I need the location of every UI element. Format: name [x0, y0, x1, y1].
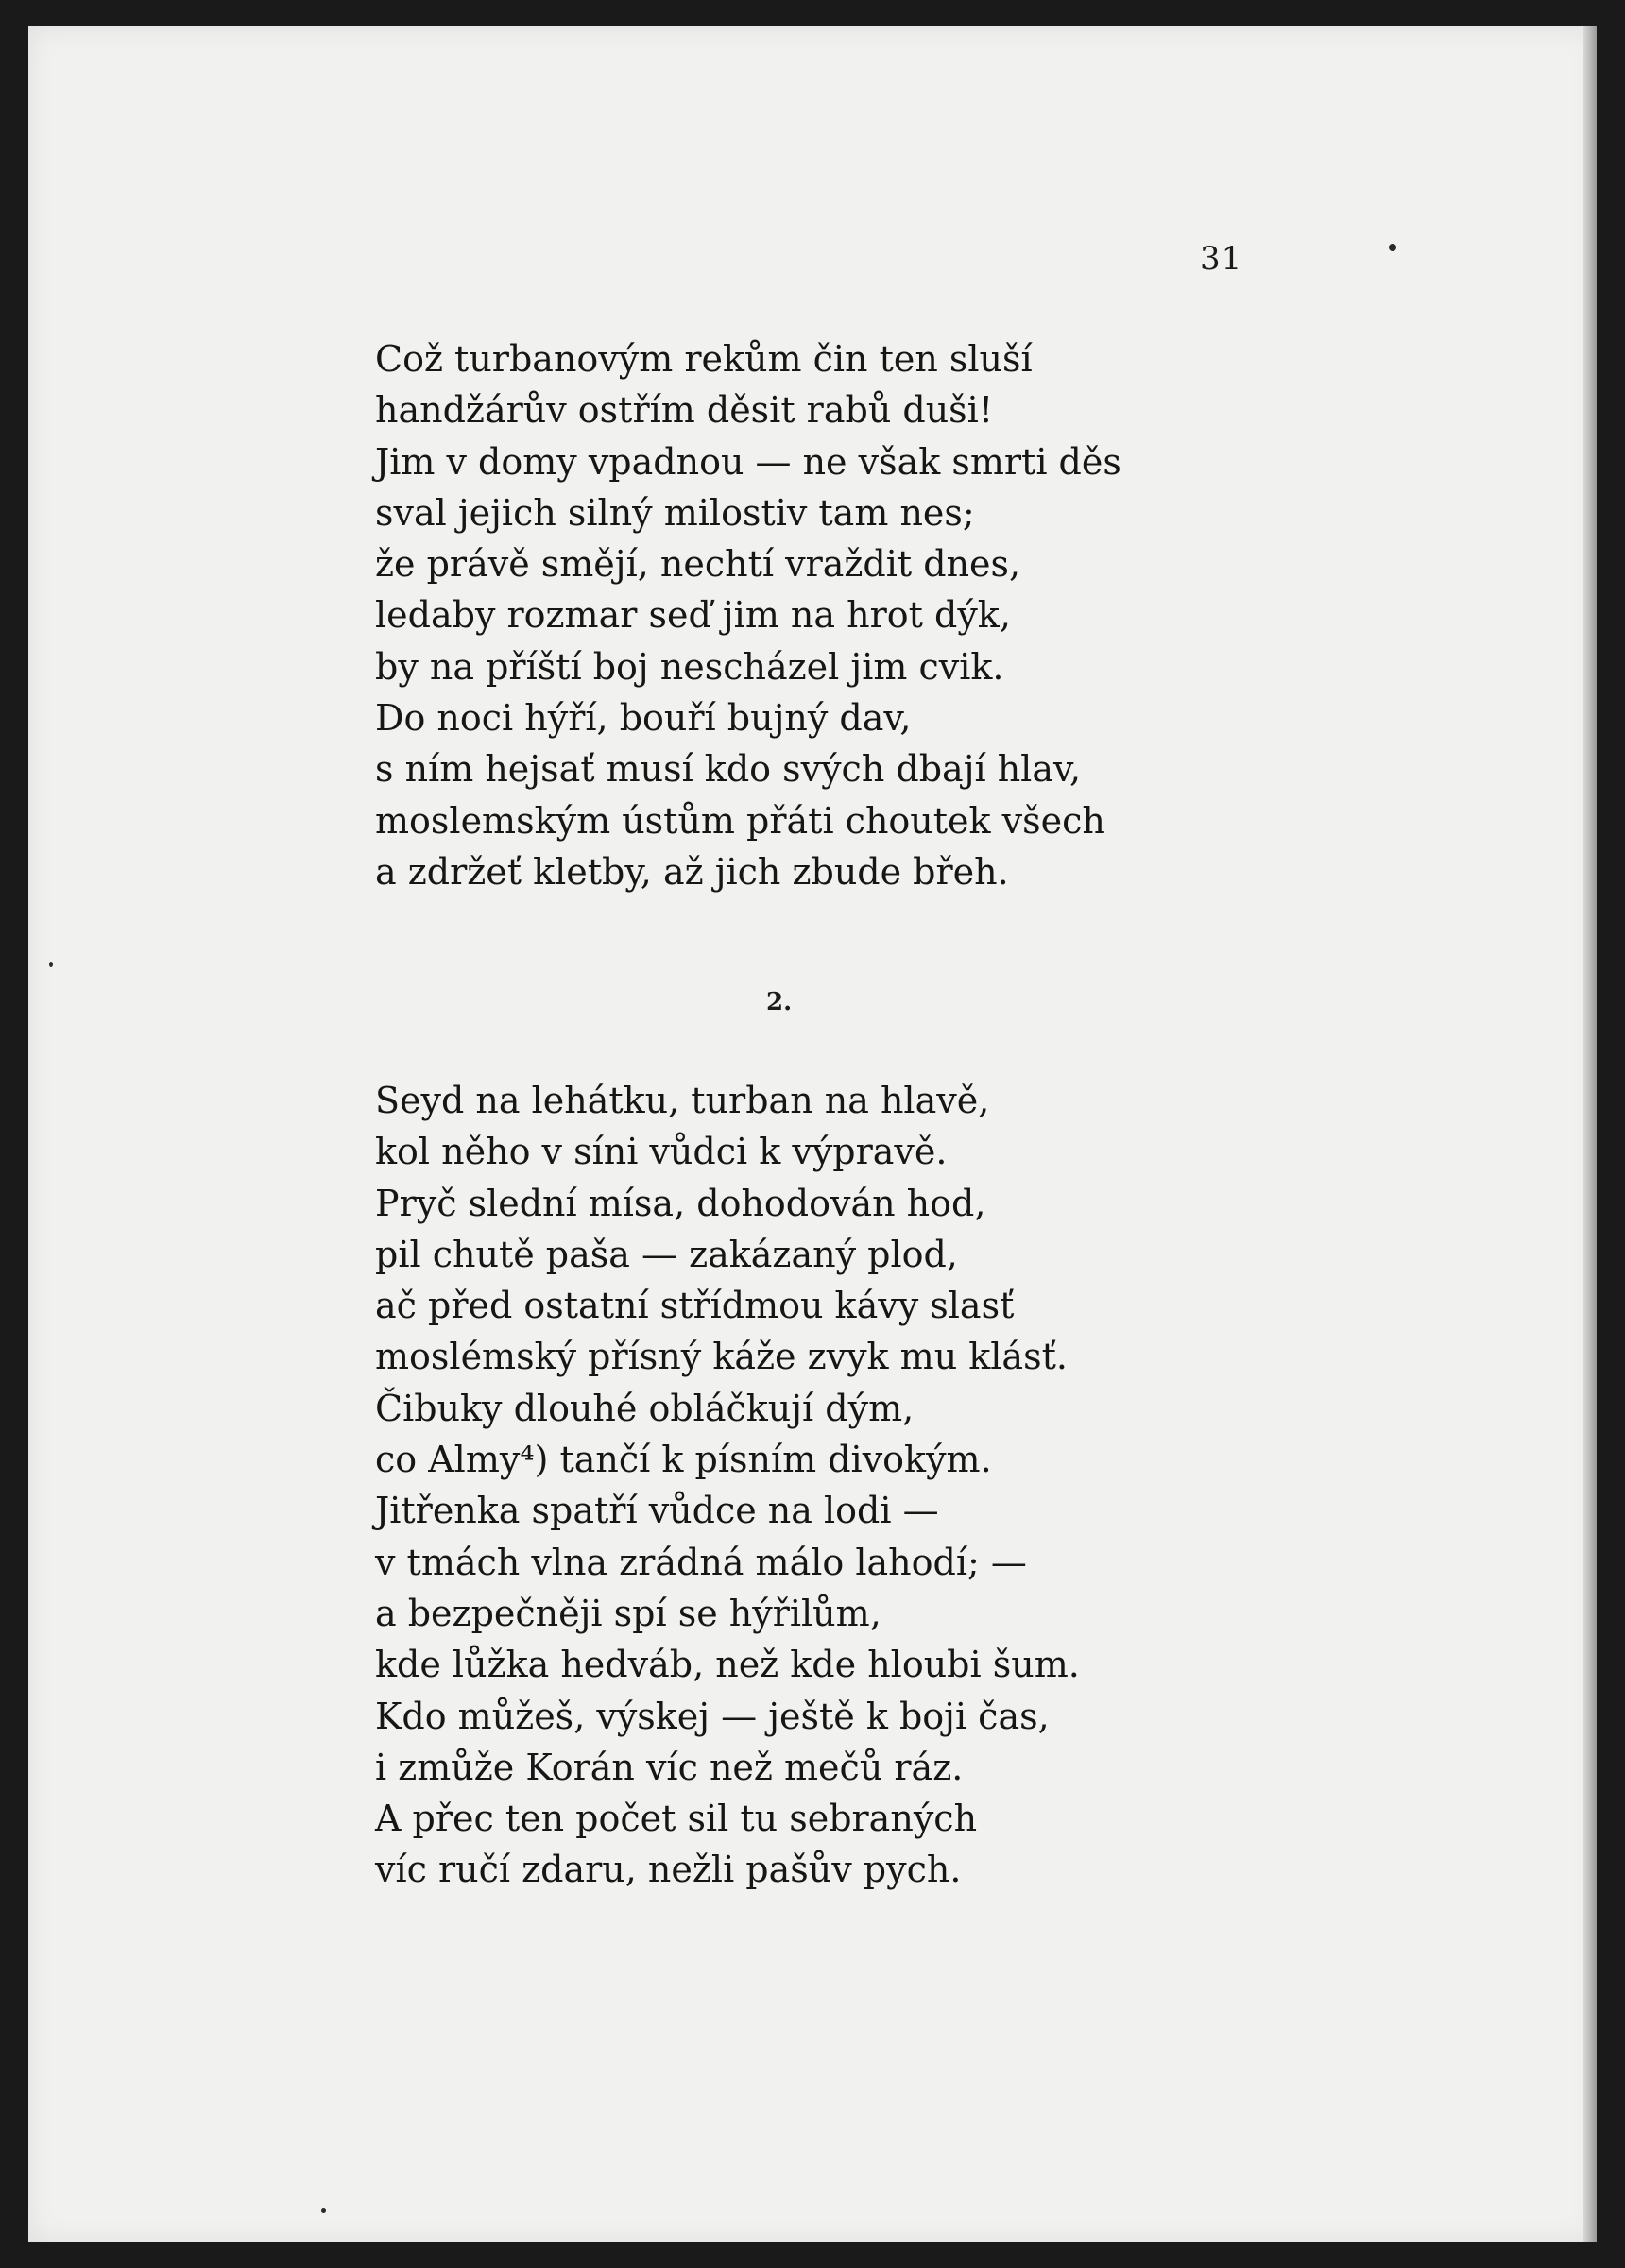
stanza-two [375, 1075, 1080, 1896]
verse-line: Kdo můžeš, výskej — ještě k boji čas, [375, 1695, 1050, 1737]
verse-line: víc ručí zdaru, nežli pašův pych. [375, 1849, 962, 1891]
verse-line: že právě smějí, nechtí vraždit dnes, [375, 543, 1021, 586]
verse-line: pil chutě paša — zakázaný plod, [375, 1233, 958, 1275]
print-speck [1389, 244, 1396, 251]
verse-line: s ním hejsať musí kdo svých dbají hlav, [375, 748, 1082, 791]
verse-line: kde lůžka hedváb, než kde hloubi šum. [375, 1644, 1080, 1686]
stanza-one [375, 333, 1121, 897]
verse-line: sval jejich silný milostiv tam nes; [375, 491, 975, 534]
verse-line: kol něho v síni vůdci k výpravě. [375, 1131, 948, 1173]
page-edge [1583, 26, 1597, 2242]
verse-line: Do noci hýří, bouří bujný dav, [375, 697, 912, 740]
verse-line: ač před ostatní střídmou kávy slasť [375, 1285, 1015, 1327]
section-number: 2. [766, 988, 793, 1016]
verse-line: i zmůže Korán víc než mečů ráz. [375, 1746, 964, 1788]
verse-line: a zdržeť kletby, až jich zbude břeh. [375, 850, 1009, 893]
verse-line: moslémský přísný káže zvyk mu klásť. [375, 1336, 1068, 1378]
verse-line: Jitřenka spatří vůdce na lodi — [375, 1490, 939, 1532]
verse-line: a bezpečněji spí se hýřilům, [375, 1592, 881, 1634]
verse-line: Jim v domy vpadnou — ne však smrti děs [375, 440, 1121, 483]
verse-line: ledaby rozmar seď jim na hrot dýk, [375, 594, 1011, 637]
verse-line: A přec ten počet sil tu sebraných [375, 1798, 978, 1840]
verse-line: v tmách vlna zrádná málo lahodí; — [375, 1541, 1027, 1583]
book-page [28, 26, 1597, 2242]
verse-line: Čibuky dlouhé obláčkují dým, [375, 1387, 915, 1429]
verse-line: handžárův ostřím děsit rabů duši! [375, 389, 994, 432]
page-number: 31 [1200, 240, 1243, 278]
verse-line: co Almy⁴) tančí k písním divokým. [375, 1439, 992, 1481]
verse-line: Pryč slední mísa, dohodován hod, [375, 1182, 986, 1224]
verse-line: Což turbanovým rekům čin ten sluší [375, 338, 1033, 380]
verse-line: moslemským ústům přáti choutek všech [375, 799, 1105, 842]
print-speck [321, 2208, 326, 2213]
verse-line: Seyd na lehátku, turban na hlavě, [375, 1080, 990, 1121]
verse-line: by na příští boj nescházel jim cvik. [375, 645, 1004, 688]
print-speck [49, 962, 53, 967]
